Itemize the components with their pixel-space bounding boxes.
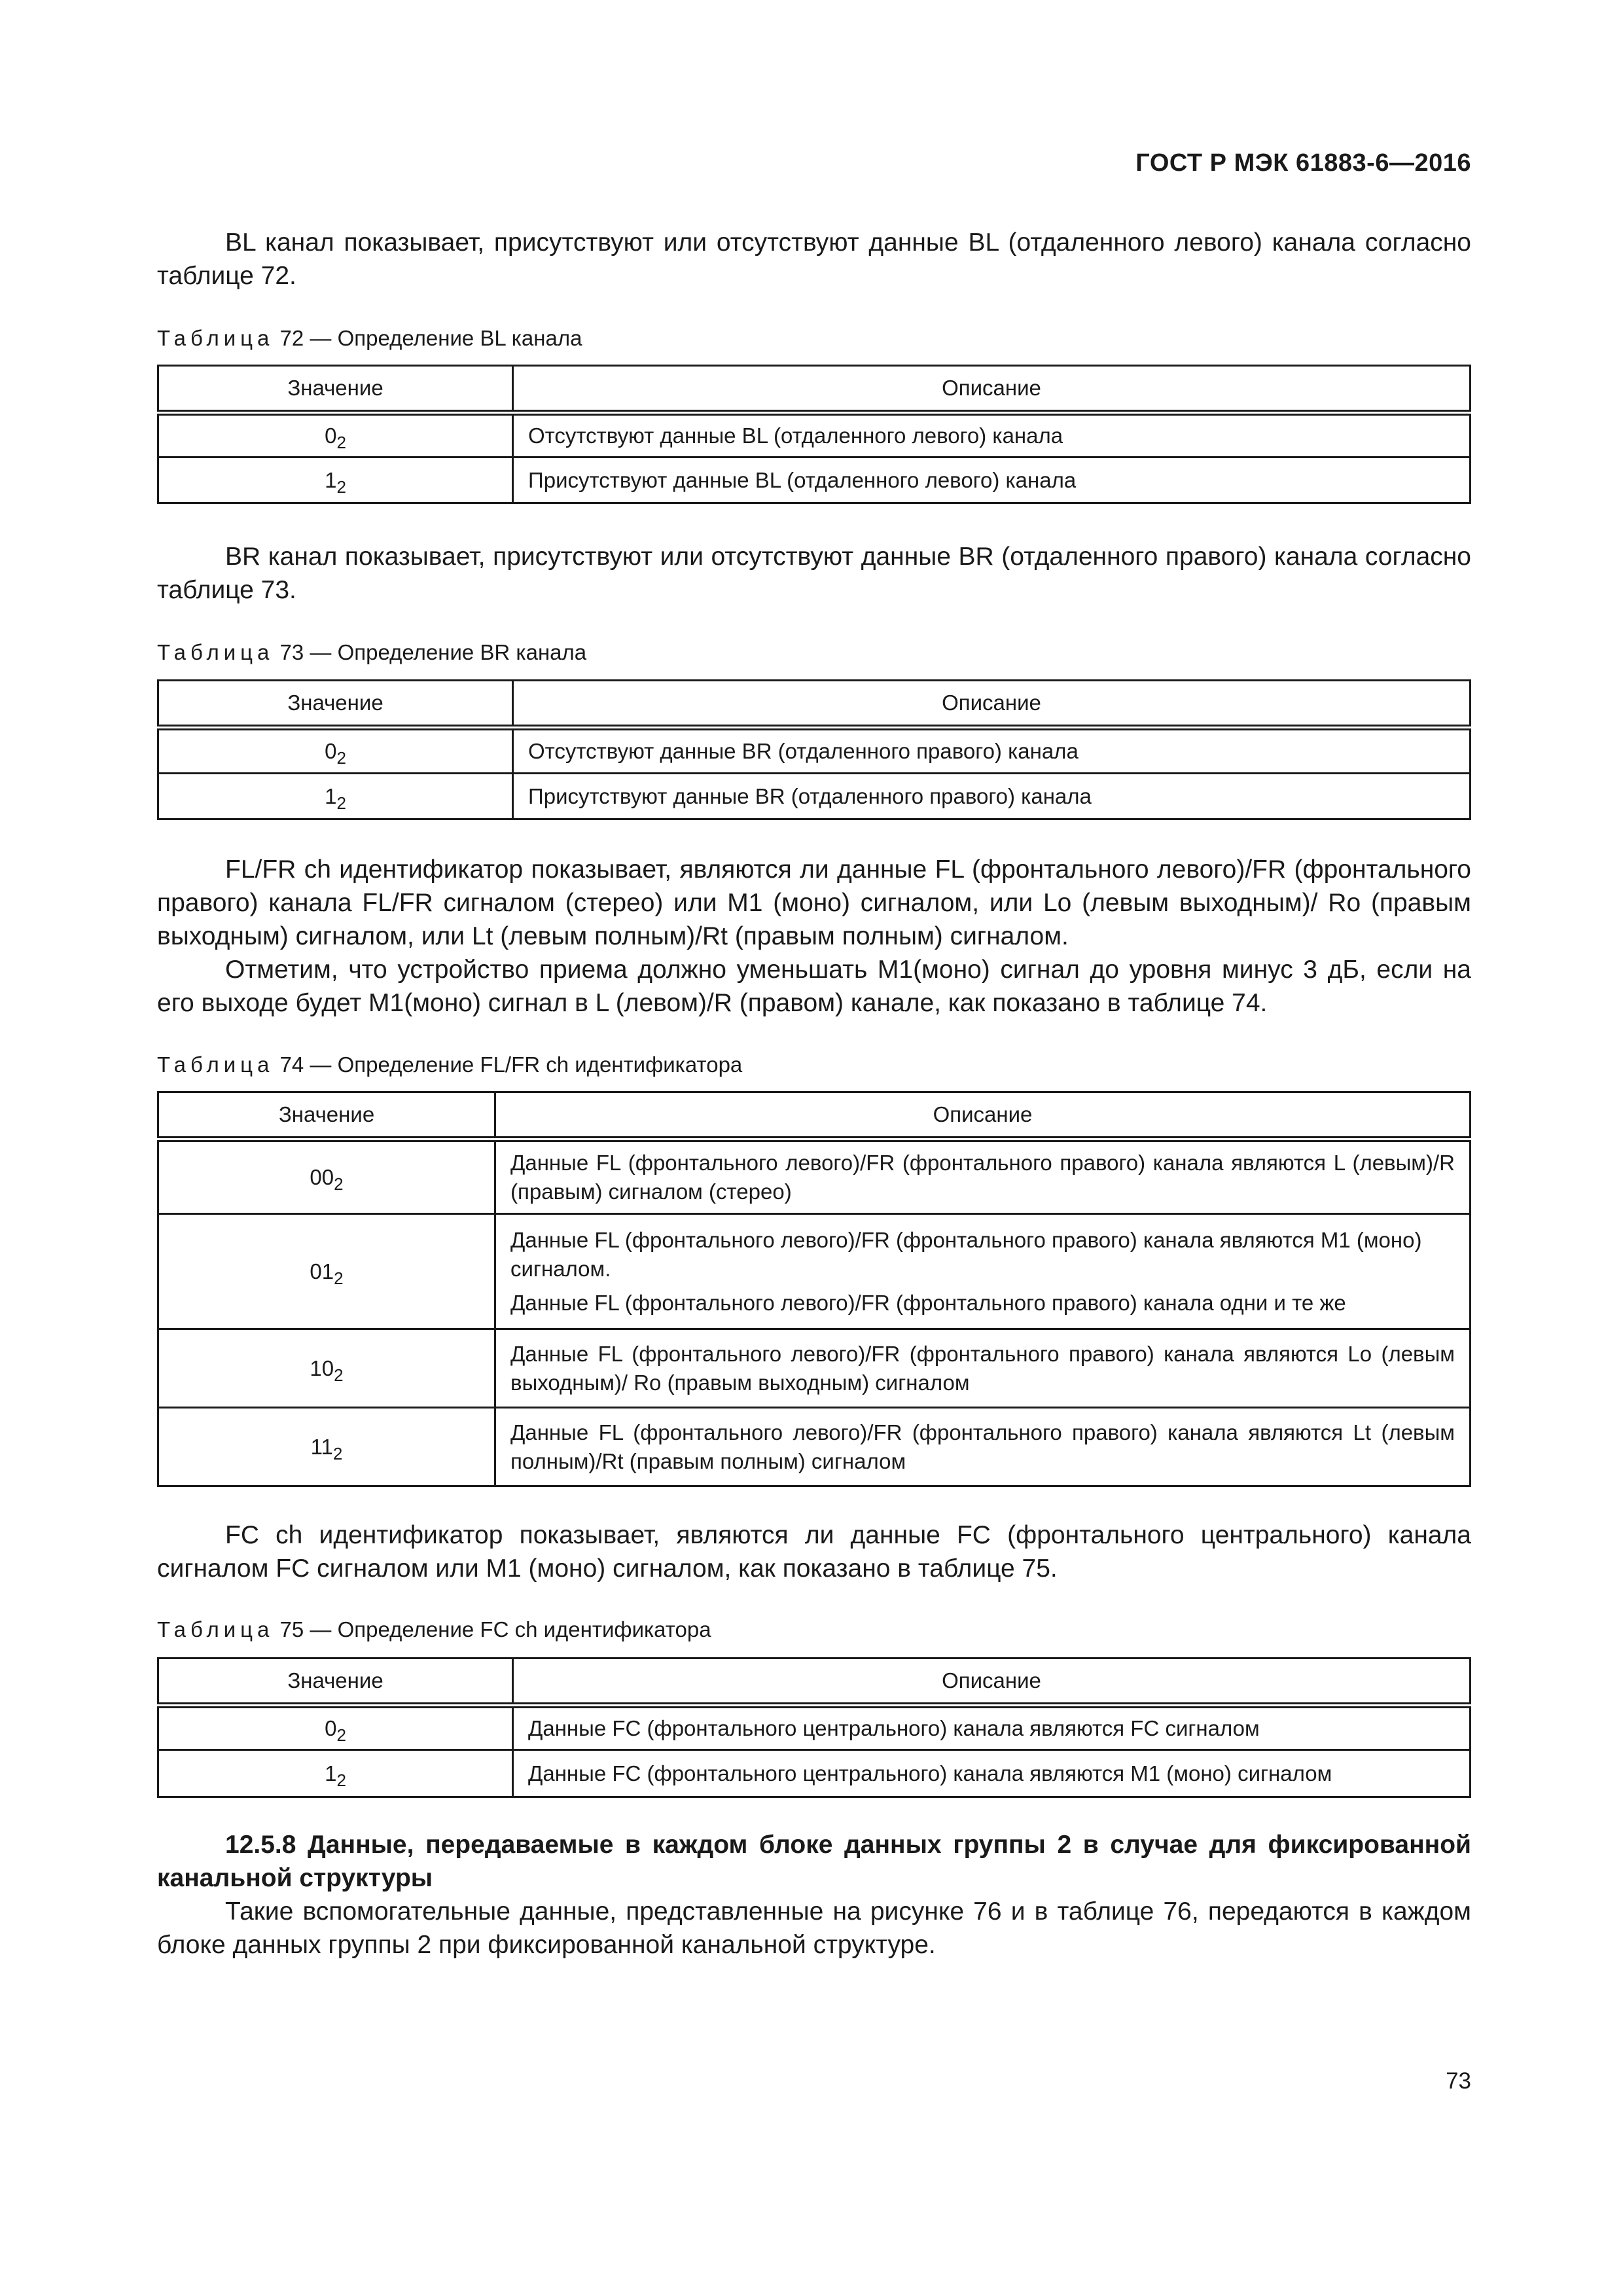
table-73-caption xyxy=(157,639,586,666)
document-code-header: ГОСТ Р МЭК 61883-6—2016 xyxy=(1135,149,1471,177)
paragraph-fl-fr-identifier: FL/FR ch идентификатор показывает, являются ли данные FL (фронтального левого)/FR (фронтального правого) канала FL/FR сигналом (стерео) или M1 (моно) сигналом, или Lo (левым выходным)/ Ro (правым выходным) сигналом, или Lt (левым полным)/Rt (правым полным) сигналом. xyxy=(157,855,1471,950)
caption-title: 75 — Определение FC ch идентификатора xyxy=(274,1617,711,1641)
column-header-description: Описание xyxy=(513,1659,1471,1706)
paragraph-section-body: Такие вспомогательные данные, представленные на рисунке 76 и в таблице 76, передаются в каждом блоке данных группы 2 при фиксированной канальной структуре. xyxy=(157,1897,1471,1959)
paragraph-fc-identifier: FC ch идентификатор показывает, являются ли данные FC (фронтального центрального) канала сигналом FC сигналом или M1 (моно) сигналом, как показано в таблице 75. xyxy=(157,1521,1471,1583)
table-75 xyxy=(157,1657,1471,1798)
column-header-value: Значение xyxy=(158,366,513,413)
value-cell: $0_2$ xyxy=(158,728,513,774)
description-cell: Отсутствуют данные BR (отдаленного правого) канала xyxy=(513,728,1471,774)
table-74 xyxy=(157,1091,1471,1487)
page-number: 73 xyxy=(1446,2068,1471,2094)
value-cell: $1_2$ xyxy=(158,457,513,503)
column-header-description: Описание xyxy=(513,681,1471,728)
value-cell: $00_2$ xyxy=(158,1139,495,1214)
description-cell xyxy=(495,1214,1471,1329)
table-row xyxy=(158,457,1471,503)
table-row xyxy=(158,1214,1471,1329)
description-cell: Данные FC (фронтального центрального) канала являются M1 (моно) сигналом xyxy=(513,1750,1471,1797)
table-75-caption xyxy=(157,1617,711,1643)
column-header-value: Значение xyxy=(158,1659,513,1706)
caption-title: 73 — Определение BR канала xyxy=(274,640,587,664)
column-header-value: Значение xyxy=(158,1092,495,1139)
description-line: Данные FL (фронтального левого)/FR (фронтального правого) канала одни и те же xyxy=(510,1290,1346,1315)
value-cell: $0_2$ xyxy=(158,413,513,457)
column-header-value: Значение xyxy=(158,681,513,728)
table-73 xyxy=(157,679,1471,820)
description-cell: Присутствуют данные BR (отдаленного правого) канала xyxy=(513,774,1471,819)
table-row xyxy=(158,1750,1471,1797)
caption-word: Таблица xyxy=(157,326,274,350)
table-row xyxy=(158,774,1471,819)
table-row xyxy=(158,1706,1471,1750)
value-cell: $01_2$ xyxy=(158,1214,495,1329)
table-72-caption xyxy=(157,325,582,351)
paragraph-bl-channel: BL канал показывает, присутствуют или отсутствуют данные BL (отдаленного левого) канала согласно таблице 72. xyxy=(157,228,1471,290)
caption-word: Таблица xyxy=(157,640,274,664)
value-cell: $1_2$ xyxy=(158,1750,513,1797)
column-header-description: Описание xyxy=(513,366,1471,413)
column-header-description: Описание xyxy=(495,1092,1471,1139)
value-cell: $1_2$ xyxy=(158,774,513,819)
table-row xyxy=(158,1139,1471,1214)
caption-title: 72 — Определение BL канала xyxy=(274,326,582,350)
caption-title: 74 — Определение FL/FR ch идентификатора xyxy=(274,1052,743,1077)
value-cell: $0_2$ xyxy=(158,1706,513,1750)
caption-word: Таблица xyxy=(157,1617,274,1641)
table-72 xyxy=(157,365,1471,504)
table-row xyxy=(158,728,1471,774)
description-cell: Отсутствуют данные BL (отдаленного левого) канала xyxy=(513,413,1471,457)
paragraph-br-channel: BR канал показывает, присутствуют или отсутствуют данные BR (отдаленного правого) канала согласно таблице 73. xyxy=(157,543,1471,604)
value-cell: $10_2$ xyxy=(158,1329,495,1408)
section-heading-12-5-8: 12.5.8 Данные, передаваемые в каждом блоке данных группы 2 в случае для фиксированной канальной структуры xyxy=(157,1831,1471,1892)
value-cell: $11_2$ xyxy=(158,1408,495,1486)
description-line: Данные FL (фронтального левого)/FR (фронтального правого) канала являются M1 (моно) сигналом. xyxy=(510,1227,1422,1281)
description-cell: Данные FL (фронтального левого)/FR (фронтального правого) канала являются Lo (левым выходным)/ Ro (правым выходным) сигналом xyxy=(495,1329,1471,1408)
caption-word: Таблица xyxy=(157,1052,274,1077)
table-row xyxy=(158,413,1471,457)
description-cell: Данные FL (фронтального левого)/FR (фронтального правого) канала являются Lt (левым полным)/Rt (правым полным) сигналом xyxy=(495,1408,1471,1486)
table-row xyxy=(158,1329,1471,1408)
description-cell: Присутствуют данные BL (отдаленного левого) канала xyxy=(513,457,1471,503)
description-cell: Данные FC (фронтального центрального) канала являются FC сигналом xyxy=(513,1706,1471,1750)
description-cell: Данные FL (фронтального левого)/FR (фронтального правого) канала являются L (левым)/R (правым) сигналом (стерео) xyxy=(495,1139,1471,1214)
table-row xyxy=(158,1408,1471,1486)
table-74-caption xyxy=(157,1052,742,1078)
paragraph-receiver-note: Отметим, что устройство приема должно уменьшать M1(моно) сигнал до уровня минус 3 дБ, если на его выходе будет M1(моно) сигнал в L (левом)/R (правом) канале, как показано в таблице 74. xyxy=(157,956,1471,1017)
